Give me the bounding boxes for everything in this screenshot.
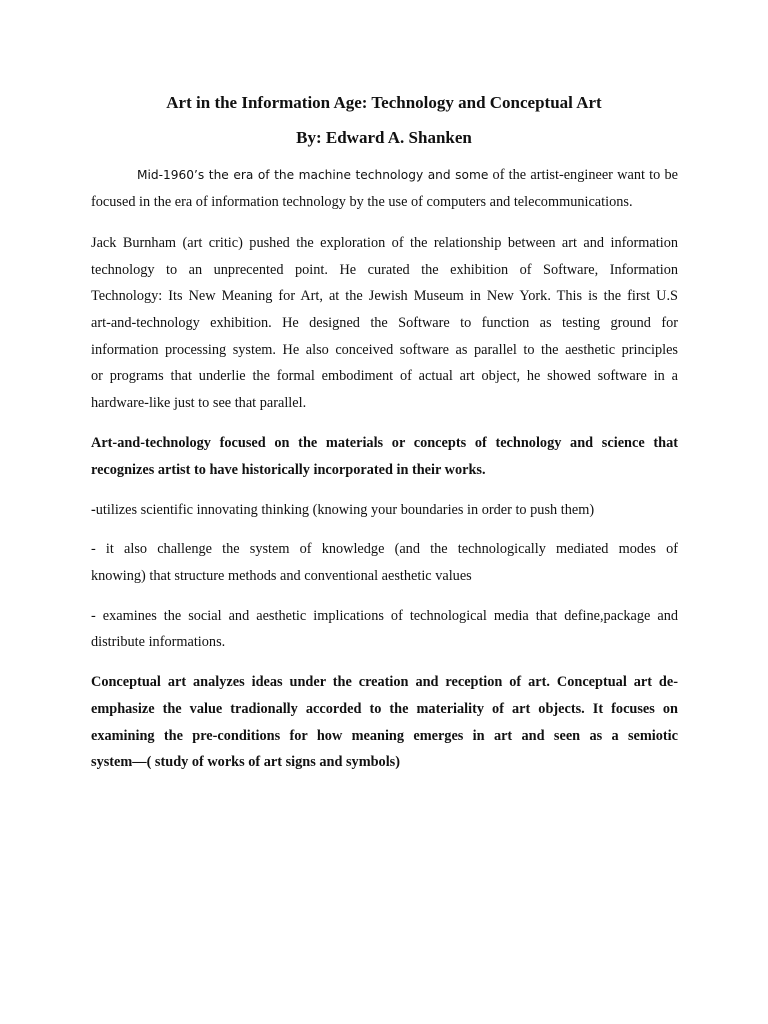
conceptual-line: examining the pre-conditions for how meaning emerges in art and seen as a semiotic <box>91 728 678 744</box>
bullet-knowledge-line: - it also challenge the system of knowledge (and the technologically mediated modes of <box>91 541 678 557</box>
conceptual-line: system—( study of works of art signs and symbols) <box>91 754 400 770</box>
bullet-media-line: - examines the social and aesthetic implications of technological media that define,package and <box>91 608 678 624</box>
burnham-line: or programs that underlie the formal embodiment of actual art object, he showed software in a <box>91 368 678 384</box>
intro-line-1-sans-part: Mid-1960’s the era of the machine technology and some <box>137 168 489 182</box>
art-tech-line: Art-and-technology focused on the materials or concepts of technology and science that <box>91 435 678 451</box>
burnham-line: art-and-technology exhibition. He designed the Software to function as testing ground for <box>91 315 678 331</box>
burnham-line: Jack Burnham (art critic) pushed the exploration of the relationship between art and information <box>91 235 678 251</box>
burnham-line: information processing system. He also conceived software as parallel to the aesthetic principles <box>91 342 678 358</box>
burnham-line: Technology: Its New Meaning for Art, at the Jewish Museum in New York. This is the first U.S <box>91 288 678 304</box>
bullet-media-line: distribute informations. <box>91 634 226 650</box>
conceptual-line: emphasize the value tradionally accorded to the materiality of art objects. It focuses on <box>91 701 678 717</box>
document-title: Art in the Information Age: Technology and Conceptual Art <box>166 93 602 112</box>
intro-line-1-rest: of the artist-engineer want to be <box>488 167 678 183</box>
conceptual-line: Conceptual art analyzes ideas under the creation and reception of art. Conceptual art de- <box>91 674 678 690</box>
art-tech-line: recognizes artist to have historically incorporated in their works. <box>91 462 486 478</box>
bullet-dash: - <box>91 502 96 518</box>
intro-line-2: focused in the era of information technology by the use of computers and telecommunications. <box>91 194 633 210</box>
bullet-text: utilizes scientific innovating thinking (knowing your boundaries in order to push them) <box>95 502 595 518</box>
bullet-scientific-thinking <box>91 500 678 520</box>
document-author: By: Edward A. Shanken <box>296 128 472 147</box>
burnham-line: technology to an unprecented point. He curated the exhibition of Software, Information <box>91 262 678 278</box>
burnham-line: hardware-like just to see that parallel. <box>91 395 307 411</box>
intro-line-1 <box>137 165 678 185</box>
bullet-knowledge-line: knowing) that structure methods and conventional aesthetic values <box>91 568 472 584</box>
